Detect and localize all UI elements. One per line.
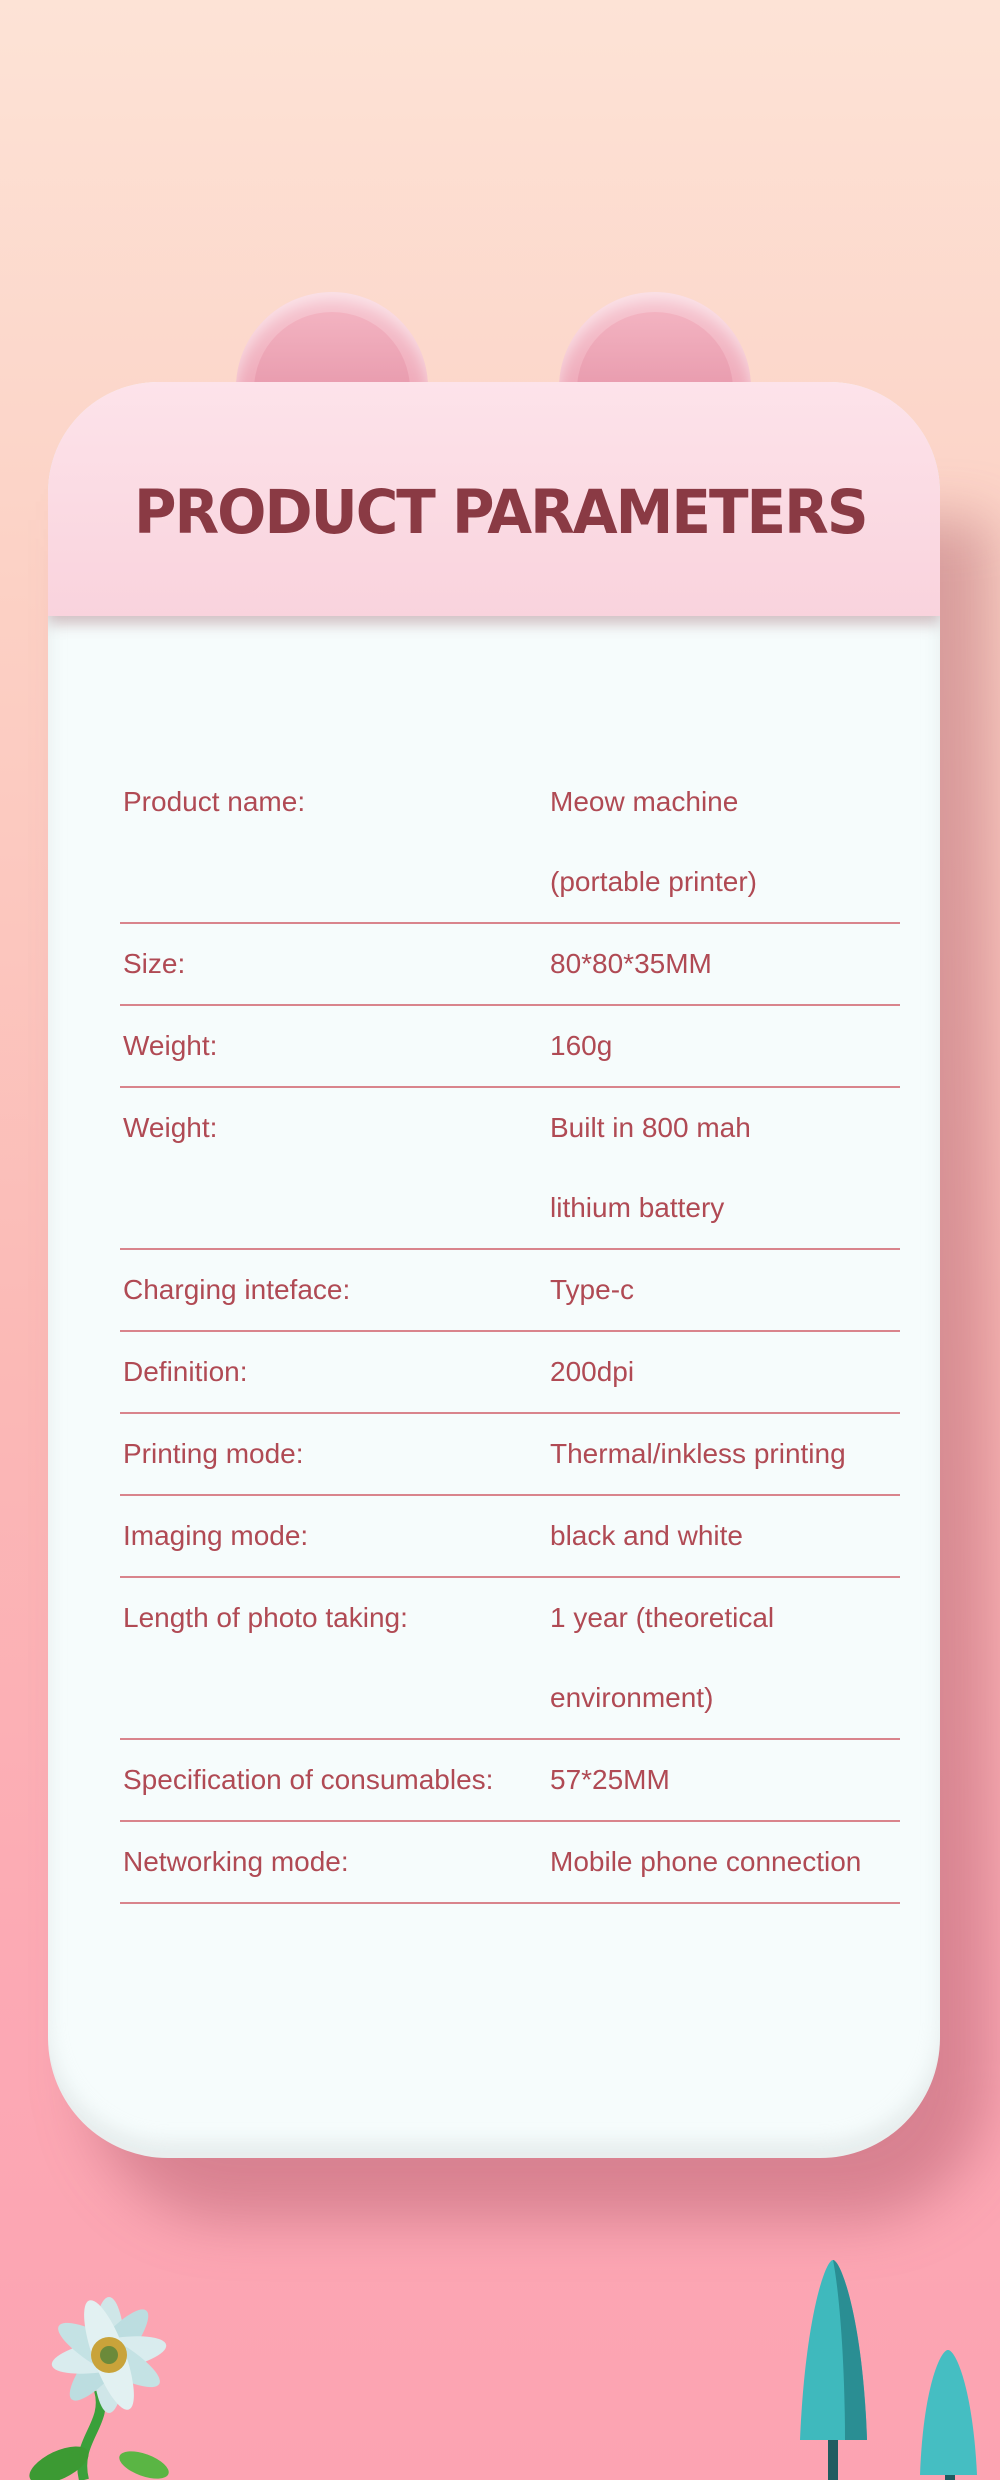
param-label-text: Specification of consumables: [123,1764,494,1795]
param-value [550,1006,612,1086]
param-value [550,1496,743,1576]
param-value-line: Thermal/inkless printing [550,1438,846,1469]
param-label [123,1250,350,1330]
param-value-line: 1 year (theoretical [550,1602,775,1633]
table-row [120,1578,900,1740]
param-label [123,1332,248,1412]
flower-icon [14,2250,214,2480]
param-value-line: 80*80*35MM [550,948,712,979]
cone-icon [795,2240,995,2480]
table-row [120,1006,900,1088]
table-row [120,1822,900,1904]
param-value-line: black and white [550,1520,744,1551]
param-value-line: 200dpi [550,1356,635,1387]
param-value [550,762,757,922]
param-label-text: Product name: [123,786,306,817]
param-label-text: Size: [123,948,186,979]
param-label-text: Networking mode: [123,1846,349,1877]
card-header [48,382,940,616]
param-value [550,924,712,1004]
param-label-text: Definition: [123,1356,248,1387]
param-label-text: Weight: [123,1112,218,1143]
table-row [120,762,900,924]
param-label [123,1578,408,1658]
param-value [550,1740,670,1820]
param-value [550,1250,634,1330]
param-label-text: Length of photo taking: [123,1602,408,1633]
param-label [123,1740,493,1820]
param-label [123,924,185,1004]
param-label [123,1496,308,1576]
page-title: PRODUCT PARAMETERS [134,476,867,548]
param-value [550,1578,774,1738]
param-value-line: Meow machine [550,786,739,817]
param-label [123,1088,217,1168]
param-label-text: Charging inteface: [123,1274,351,1305]
table-row [120,1332,900,1414]
table-row [120,924,900,1006]
param-label [123,762,305,842]
table-row [120,1250,900,1332]
param-label-text: Weight: [123,1030,218,1061]
param-value-line: lithium battery [550,1192,725,1223]
param-value-line: (portable printer) [550,866,757,897]
param-label [123,1822,349,1902]
param-value-line: Type-c [550,1274,635,1305]
param-value [550,1822,861,1902]
param-value-line: 160g [550,1030,613,1061]
parameters-table [120,762,900,1904]
param-value [550,1088,751,1248]
param-label [123,1414,304,1494]
param-value [550,1414,846,1494]
param-value-line: Built in 800 mah [550,1112,751,1143]
table-row [120,1088,900,1250]
param-value-line: Mobile phone connection [550,1846,862,1877]
table-row [120,1414,900,1496]
table-row [120,1740,900,1822]
param-label-text: Printing mode: [123,1438,304,1469]
param-value-line: 57*25MM [550,1764,670,1795]
param-label [123,1006,217,1086]
param-value-line: environment) [550,1682,714,1713]
param-label-text: Imaging mode: [123,1520,309,1551]
table-row [120,1496,900,1578]
param-value [550,1332,634,1412]
